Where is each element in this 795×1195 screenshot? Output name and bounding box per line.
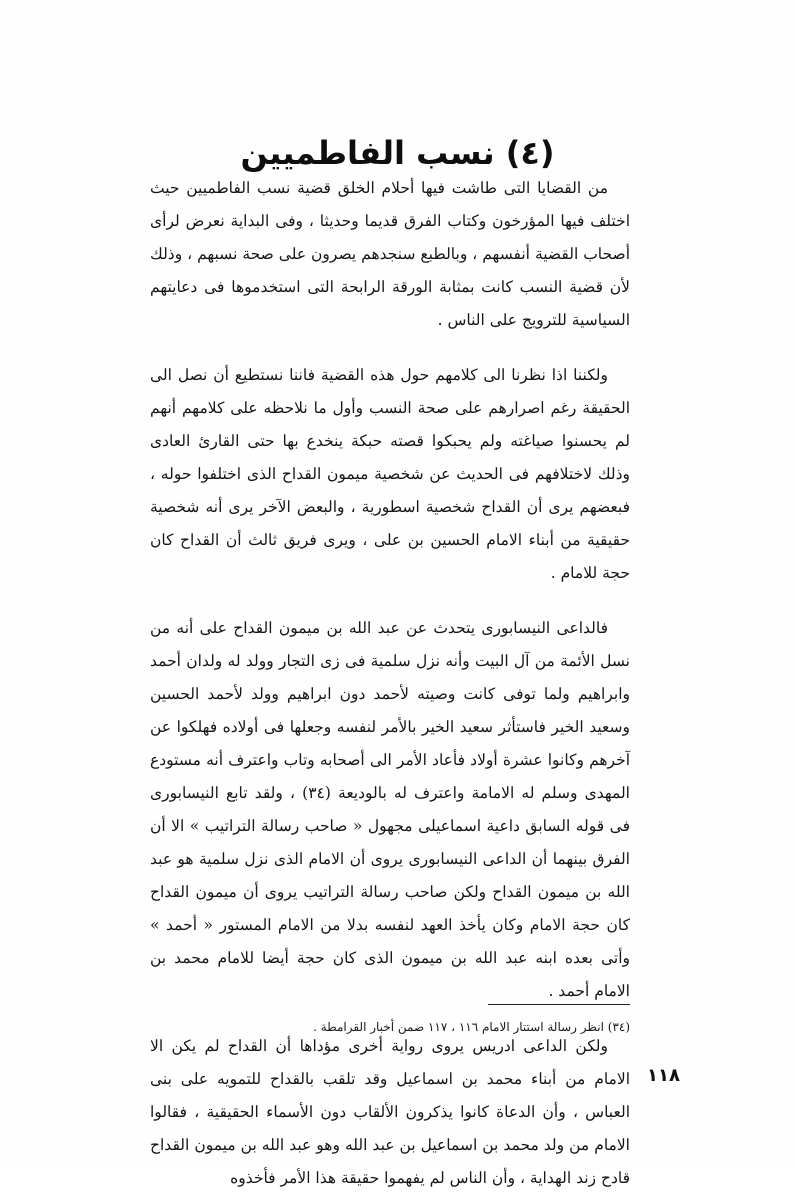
paragraph-1: من القضايا التى طاشت فيها أحلام الخلق قضية نسب الفاطميين حيث اختلف فيها المؤرخون وكتاب الفرق قديما وحديثا ، وفى البداية نعرض لرأى أصحاب القضية أنفسهم ، وبالطبع سنجدهم يصرون على صحة نسبهم ، وذلك لأن قضية النسب كانت بمثابة الورقة الرابحة التى استخدموها فى دعايتهم السياسية للترويج على الناس .	[150, 179, 630, 329]
footnote-divider	[488, 1004, 630, 1005]
chapter-heading: (٤) نسب الفاطميين	[240, 134, 555, 173]
paragraph-4: ولكن الداعى ادريس يروى رواية أخرى مؤداها أن القداح لم يكن الا الامام من أبناء محمد بن اسماعيل وقد تلقب بالقداح للتمويه على بنى العباس ، وأن الدعاة كانوا يذكرون الألقاب دون الأسماء الحقيقية ، فقالوا الامام من ولد محمد بن اسماعيل بن عبد الله وهو عبد الله بن ميمون القداح قادح زند الهداية ، وأن الناس لم يفهموا حقيقة هذا الأمر فأخذوه	[150, 1037, 630, 1187]
footnote: (٣٤) انظر رسالة استتار الامام ١١٦ ، ١١٧ ضمن أخبار القرامطة .	[313, 1020, 630, 1034]
page-number: ١١٨	[647, 1065, 680, 1086]
body-text	[150, 172, 630, 1195]
paragraph-2: ولكننا اذا نظرنا الى كلامهم حول هذه القضية فاننا نستطيع أن نصل الى الحقيقة رغم اصرارهم على صحة النسب وأول ما نلاحظه على كلامهم أنهم لم يحسنوا صياغته ولم يحبكوا قصته حبكة ينخدع بها حتى القارئ العادى وذلك لاختلافهم فى الحديث عن شخصية ميمون القداح الذى اختلفوا حوله ، فبعضهم يرى أن القداح شخصية اسطورية ، والبعض الآخر يرى أنه شخصية حقيقية من أبناء الامام الحسين بن على ، ويرى فريق ثالث أن القداح كان حجة للامام .	[150, 366, 630, 582]
paragraph-3: فالداعى النيسابورى يتحدث عن عبد الله بن ميمون القداح على أنه من نسل الأئمة من آل البيت وأنه نزل سلمية فى زى التجار وولد له ولدان أحمد وابراهيم ولما توفى كانت وصيته لأحمد دون ابراهيم وولد لأحمد الحسين وسعيد الخير فاستأثر سعيد الخير بالأمر لنفسه وجعلها فى أولاده فهلكوا عن آخرهم وكانوا عشرة أولاد فأعاد الأمر الى أصحابه وتاب واعترف أنه مستودع المهدى وسلم له الامامة واعترف له بالوديعة (٣٤) ، ولقد تابع النيسابورى فى قوله السابق داعية اسماعيلى مجهول « صاحب رسالة التراتيب » الا أن الفرق بينهما أن الداعى النيسابورى يروى أن الامام الذى نزل سلمية هو عبد الله بن ميمون القداح ولكن صاحب رسالة التراتيب يروى أن ميمون القداح كان حجة الامام وكان يأخذ العهد لنفسه بدلا من الامام المستور « أحمد » وأتى بعده ابنه عبد الله بن ميمون الذى كان حجة أيضا للامام محمد بن الامام أحمد .	[150, 619, 630, 1000]
